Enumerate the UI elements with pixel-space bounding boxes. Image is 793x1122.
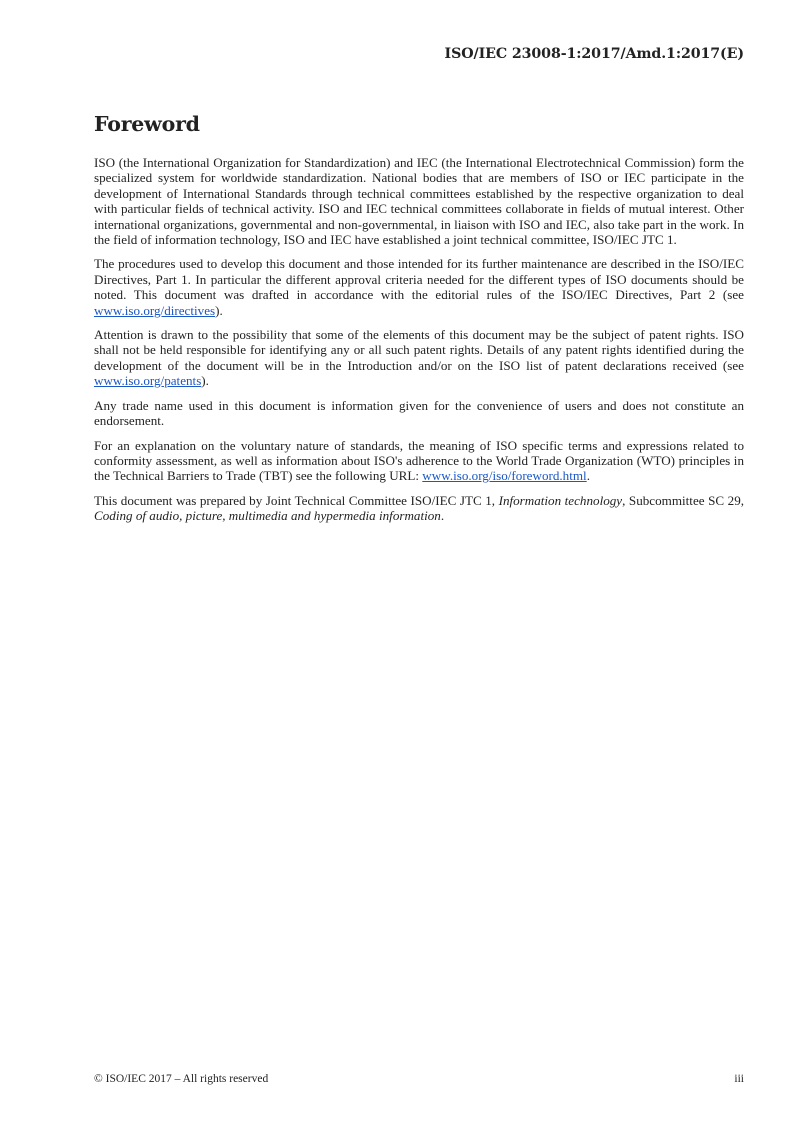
foreword-body xyxy=(94,155,744,533)
paragraph-voluntary-nature xyxy=(94,438,744,484)
paragraph-prepared-by-text: This document was prepared by Joint Technical Committee ISO/IEC JTC 1, xyxy=(94,492,499,508)
paragraph-prepared-by-end: . xyxy=(440,508,445,524)
document-reference-header: ISO/IEC 23008-1:2017/Amd.1:2017(E) xyxy=(444,46,744,62)
paragraph-patents xyxy=(94,327,744,389)
paragraph-voluntary-nature-end: . xyxy=(586,468,590,484)
foreword-url-link[interactable]: www.iso.org/iso/foreword.html xyxy=(422,468,587,484)
page-title: Foreword xyxy=(94,112,200,136)
paragraph-organization: ISO (the International Organization for Standardization) and IEC (the International Electrotechnical Commission) form the specialized system for worldwide standardization. National bodies that are members of ISO or IEC participate in the development of International Standards through technical committees established by the respective organization to deal with particular fields of technical activity. ISO and IEC technical committees collaborate in fields of mutual interest. Other international organizations, governmental and non-governmental, in liaison with ISO and IEC, also take part in the work. In the field of information technology, ISO and IEC have established a joint technical committee, ISO/IEC JTC 1. xyxy=(94,155,744,248)
paragraph-procedures-end: ). xyxy=(215,302,223,318)
paragraph-trade-name: Any trade name used in this document is information given for the convenience of users and does not constitute an endorsement. xyxy=(94,397,744,429)
paragraph-prepared-by-middle: , Subcommittee SC 29, xyxy=(622,492,745,508)
paragraph-procedures-text: The procedures used to develop this document and those intended for its further maintenance are described in the ISO/IEC Directives, Part 1. In particular the different approval criteria needed for the different types of ISO documents should be noted. This document was drafted in accordance with the editorial rules of the ISO/IEC Directives, Part 2 (see xyxy=(94,256,744,303)
paragraph-prepared-by xyxy=(94,493,744,524)
patents-link[interactable]: www.iso.org/patents xyxy=(94,373,202,389)
paragraph-patents-text: Attention is drawn to the possibility that some of the elements of this document may be the subject of patent rights. ISO shall not be held responsible for identifying any or all such patent rights. Details of any patent rights identified during the development of the document will be in the Introduction and/or on the ISO list of patent declarations received (see xyxy=(94,327,744,373)
directives-link[interactable]: www.iso.org/directives xyxy=(94,302,216,318)
paragraph-patents-end: ). xyxy=(201,373,209,389)
copyright-notice: © ISO/IEC 2017 – All rights reserved xyxy=(94,1073,269,1085)
paragraph-voluntary-nature-text: For an explanation on the voluntary nature of standards, the meaning of ISO specific terms and expressions related to conformity assessment, as well as information about ISO's adherence to the World Trade Organization (WTO) principles in the Technical Barriers to Trade (TBT) see the following URL: xyxy=(94,437,744,484)
committee-title: Information technology xyxy=(498,492,623,508)
subcommittee-title: Coding of audio, picture, multimedia and hypermedia information xyxy=(94,508,441,524)
paragraph-procedures xyxy=(94,256,744,318)
page-number: iii xyxy=(734,1073,744,1085)
